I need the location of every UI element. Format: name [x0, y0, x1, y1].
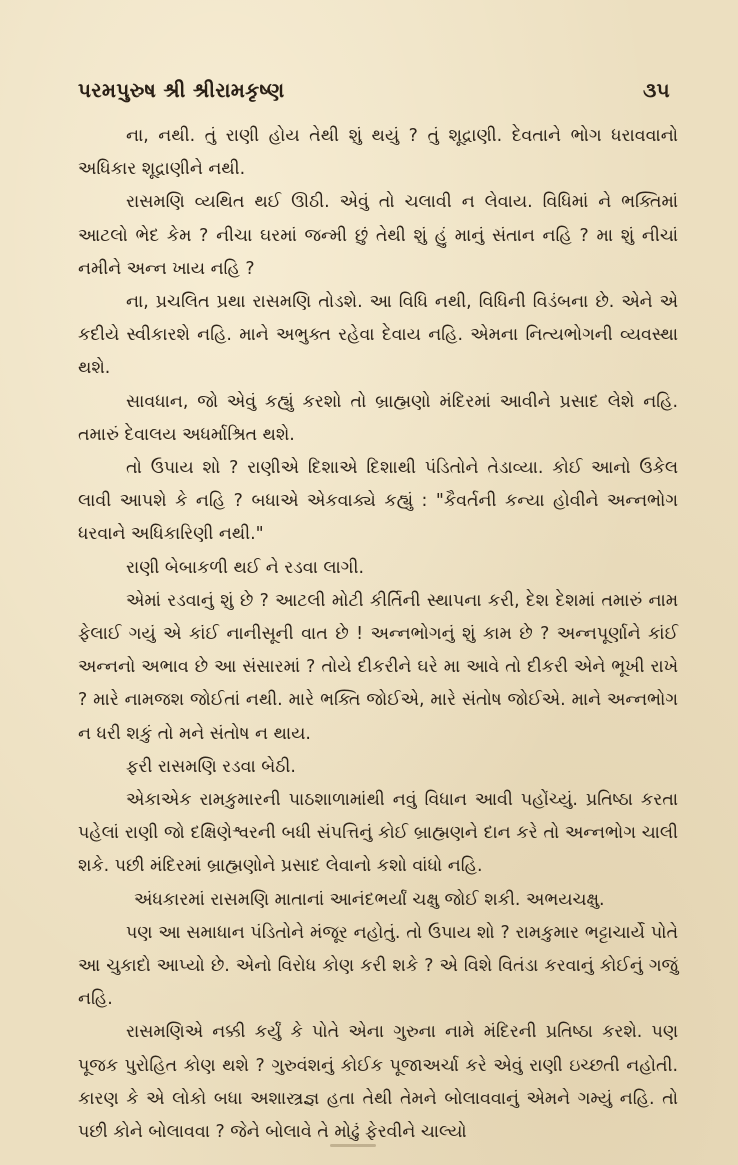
running-header	[78, 78, 678, 102]
body-text	[78, 120, 678, 1149]
paragraph: પણ આ સમાધાન પંડિતોને મંજૂર નહોતું. તો ઉપાય શો ? રામકુમાર ભટ્ટાચાર્યે પોતે આ ચુકાદો આપ્યો છે. એનો વિરોધ કોણ કરી શકે ? એ વિશે વિતંડા કરવાનું કોઈનું ગજું નહિ.	[78, 922, 678, 1010]
print-smudge	[330, 1144, 376, 1147]
paragraph: રાસમણિએ નક્કી કર્યું કે પોતે એના ગુરુના નામે મંદિરની પ્રતિષ્ઠા કરશે. પણ પૂજક પુરોહિત કોણ થશે ? ગુરુવંશનું કોઈક પૂજાઅર્ચા કરે એવું રાણી ઇચ્છતી નહોતી. કારણ કે એ લોકો બધા અશાસ્ત્રજ્ઞ હતા તેથી તેમને બોલાવવાનું એમને ગમ્યું નહિ. તો પછી કોને બોલાવવા ? જેને બોલાવે તે મોઢું ફેરવીને ચાલ્યો	[78, 1022, 678, 1143]
paragraph: અંધકારમાં રાસમણિ માતાનાં આનંદભર્યાં ચક્ષુ જોઈ શકી. અભયચક્ષુ.	[134, 889, 605, 910]
paragraph: ફરી રાસમણિ રડવા બેઠી.	[126, 756, 296, 777]
paragraph: એમાં રડવાનું શું છે ? આટલી મોટી કીર્તિની સ્થાપના કરી, દેશ દેશમાં તમારું નામ ફેલાઈ ગયું એ કાંઈ નાનીસૂની વાત છે ! અન્નભોગનું શું કામ છે ? અન્નપૂર્ણાને કાંઈ અન્નનો અભાવ છે આ સંસારમાં ? તોયે દીકરીને ઘરે મા આવે તો દીકરી એને ભૂખી રાખે ? મારે નામજશ જોઈતાં નથી. મારે ભક્તિ જોઈએ, મારે સંતોષ જોઈએ. માને અન્નભોગ ન ધરી શકું તો મને સંતોષ ન થાય.	[78, 590, 678, 744]
paragraph: ના, પ્રચલિત પ્રથા રાસમણિ તોડશે. આ વિધિ નથી, વિધિની વિડંબના છે. એને એ કદીયે સ્વીકારશે નહિ. માને અભુક્ત રહેવા દેવાય નહિ. એમના નિત્યભોગની વ્યવસ્થા થશે.	[78, 292, 678, 379]
paragraph: ના, નથી. તું રાણી હોય તેથી શું થયું ? તું શૂદ્રાણી. દેવતાને ભોગ ધરાવવાનો અધિકાર શૂદ્રાણીને નથી.	[78, 126, 678, 180]
paragraph: એકાએક રામકુમારની પાઠશાળામાંથી નવું વિધાન આવી પહોંચ્યું. પ્રતિષ્ઠા કરતા પહેલાં રાણી જો દક્ષિણેશ્વરની બધી સંપત્તિનું કોઈ બ્રાહ્મણને દાન કરે તો અન્નભોગ ચાલી શકે. પછી મંદિરમાં બ્રાહ્મણોને પ્રસાદ લેવાનો કશો વાંધો નહિ.	[78, 790, 678, 877]
paragraph: રાસમણિ વ્યથિત થઈ ઊઠી. એવું તો ચલાવી ન લેવાય. વિધિમાં ને ભક્તિમાં આટલો ભેદ કેમ ? નીચા ઘરમાં જન્મી છું તેથી શું હું માનું સંતાન નહિ ? મા શું નીચાં નમીને અન્ન ખાય નહિ ?	[78, 192, 678, 279]
paragraph: સાવધાન, જો એવું કહ્યું કરશો તો બ્રાહ્મણો મંદિરમાં આવીને પ્રસાદ લેશે નહિ. તમારું દેવાલય અધર્માશ્રિત થશે.	[78, 391, 678, 445]
chapter-title: પરમપુરુષ શ્રી શ્રીરામકૃષ્ણ	[78, 78, 285, 102]
paragraph: રાણી બેબાકળી થઈ ને રડવા લાગી.	[126, 557, 364, 578]
paragraph: તો ઉપાય શો ? રાણીએ દિશાએ દિશાથી પંડિતોને તેડાવ્યા. કોઈ આનો ઉકેલ લાવી આપશે કે નહિ ? બધાએ એકવાક્યે કહ્યું : "કૈવર્તની કન્યા હોવીને અન્નભોગ ધરવાને અધિકારિણી નથી."	[78, 458, 678, 545]
page-number: ૩૫	[642, 78, 670, 102]
